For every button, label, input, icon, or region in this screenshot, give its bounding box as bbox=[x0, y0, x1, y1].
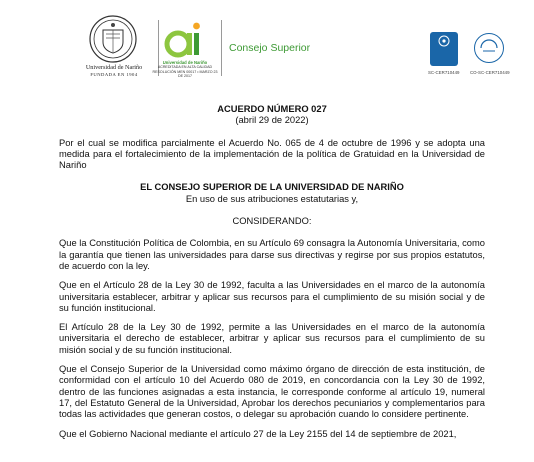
issuing-body: EL CONSEJO SUPERIOR DE LA UNIVERSIDAD DE NARIÑO bbox=[140, 182, 404, 193]
header-divider bbox=[221, 20, 222, 76]
certificate-code: SC-CER710449 bbox=[428, 70, 460, 75]
seal-caption: Universidad de Nariño FUNDADA EN 1904 bbox=[85, 64, 143, 77]
accreditation-logo-icon bbox=[163, 20, 207, 60]
document-header bbox=[0, 0, 534, 100]
agreement-date: (abril 29 de 2022) bbox=[235, 115, 309, 126]
icontec-certification-icon bbox=[430, 32, 458, 66]
attributions-line: En uso de sus atribuciones estatutarias y, bbox=[185, 193, 359, 204]
council-name: Consejo Superior bbox=[229, 42, 311, 54]
document-body bbox=[59, 104, 485, 440]
paragraph: Que el Consejo Superior de la Universidad como máximo órgano de dirección de esta institución, de conformidad con el artículo 10 del Acuerdo 080 de 2019, en concordancia con la Ley 30 de 1992, dentro de las funciones asignadas a esta instancia, le corresponde conforme al artículo 19, numeral 17, del Estatuto General de la Universidad, Aprobar los derechos pecuniarios y complementarios para todas las actividades que generan costos, o delegar su aprobación cuando lo considere pertinente. bbox=[59, 364, 485, 420]
university-seal-icon bbox=[88, 14, 138, 64]
paragraph: Que en el Artículo 28 de la Ley 30 de 1992, faculta a las Universidades en el marco de la autonomía universitaria establecer, arbitrar y aplicar sus recursos para el cumplimiento de su misión social y de su función institucional. bbox=[59, 280, 485, 313]
paragraph: El Artículo 28 de la Ley 30 de 1992, permite a las Universidades en el marco de la autonomía universitaria el derecho de establecer, arbitrar y aplicar sus recursos para el cumplimiento de su misión social y de su función institucional. bbox=[59, 322, 485, 355]
certificate-code: CO-SC-CER710449 bbox=[470, 70, 510, 75]
accreditation-caption: Universidad de Nariño ACREDITADA EN ALTA CALIDAD RESOLUCIÓN MEN 00017 • MARZO 23 DE 2017 bbox=[152, 60, 218, 79]
iqnet-certification-icon bbox=[474, 33, 504, 63]
paragraph: Que la Constitución Política de Colombia, en su Artículo 69 consagra la Autonomía Universitaria, como la garantía que tienen las universidades para darse sus directivas y regirse por sus propios estatutos, de acuerdo con la ley. bbox=[59, 238, 485, 271]
agreement-title: ACUERDO NÚMERO 027 bbox=[217, 104, 327, 114]
considerando-heading: CONSIDERANDO: bbox=[232, 216, 312, 227]
agreement-summary: Por el cual se modifica parcialmente el Acuerdo No. 065 de 4 de octubre de 1996 y se adopta una medida para el fortalecimiento de la implementación de la política de Gratuidad en la Universidad de Nariño bbox=[59, 137, 485, 171]
paragraph: Que el Gobierno Nacional mediante el artículo 27 de la Ley 2155 del 14 de septiembre de 2021, bbox=[59, 428, 457, 439]
